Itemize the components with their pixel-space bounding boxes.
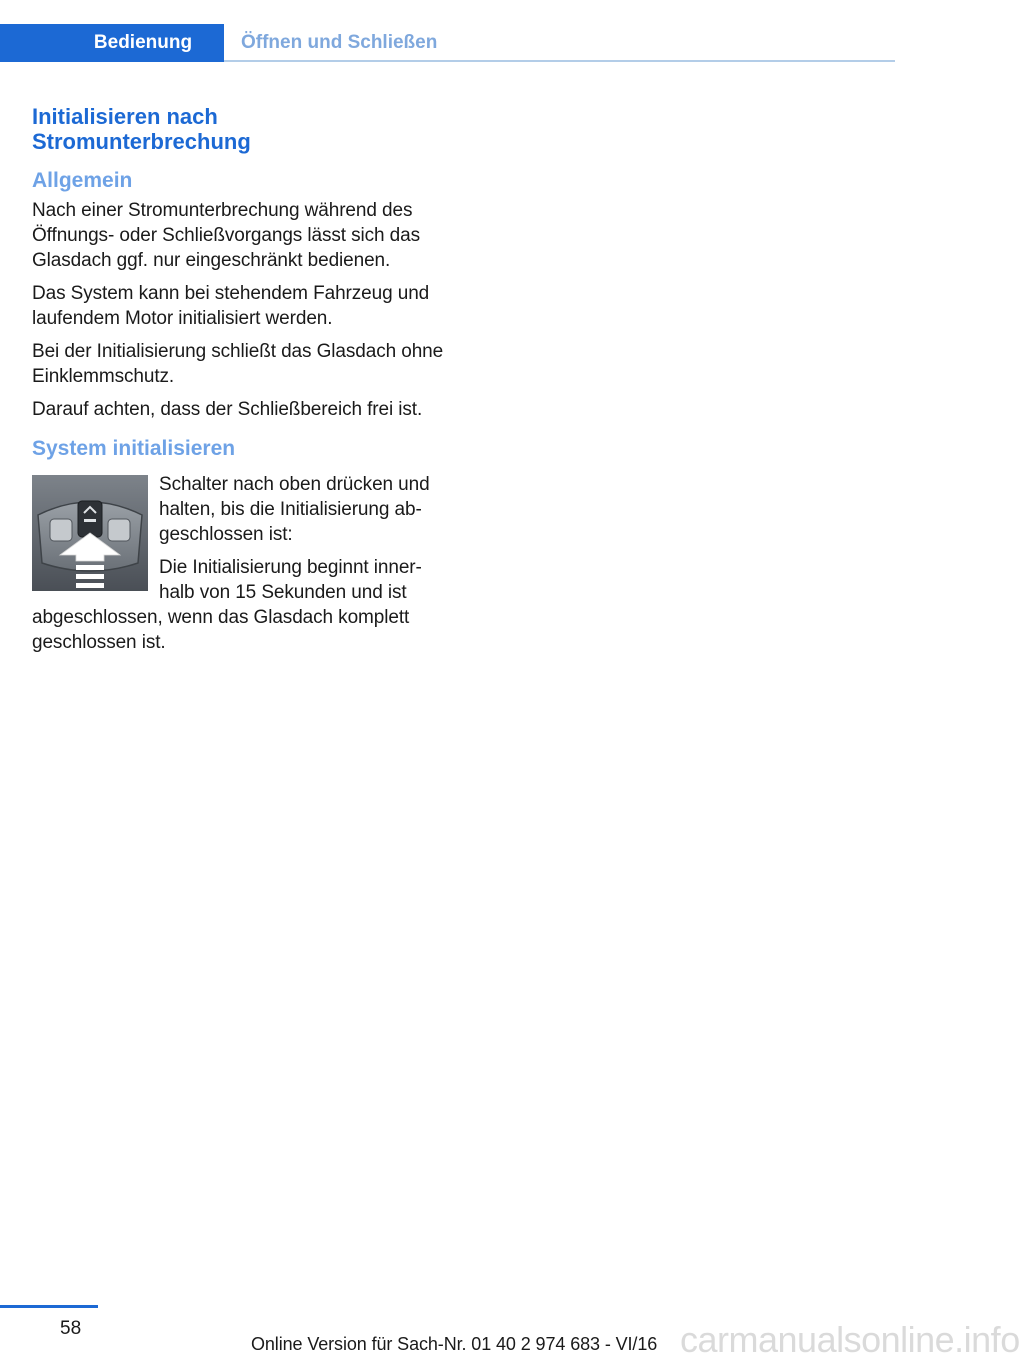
tab-bedienung[interactable]: Bedienung [0, 24, 224, 62]
page-header [0, 24, 895, 62]
paragraph: Bei der Initialisierung schließt das Glasdach ohne Einklemmschutz. [32, 341, 444, 387]
content-column [32, 104, 450, 663]
page-number: 58 [60, 1318, 82, 1339]
heading-system-initialisieren: System initialisieren [32, 437, 236, 460]
paragraph: Schalter nach oben drücken und halten, bis die Initialisierung abgeschlossen ist: [159, 474, 430, 545]
watermark: carmanualsonline.info [680, 1319, 1020, 1360]
paragraph: Nach einer Stromunterbrechung während des Öffnungs- oder Schließvorgangs lässt sich das Glasdach ggf. nur eingeschränkt bedienen. [32, 200, 421, 271]
section-title-line-2: Stromunterbrechung [32, 129, 251, 154]
footer-rule [0, 1305, 98, 1308]
paragraph: Darauf achten, dass der Schließbereich frei ist. [32, 399, 423, 420]
paragraph: Die Initialisierung beginnt innerhalb von 15 Sekunden und ist abgeschlossen, wenn das Glasdach komplett geschlossen ist. [32, 557, 422, 653]
figure-block [32, 472, 450, 663]
section-title-line-1: Initialisieren nach [32, 104, 218, 129]
roof-switch-press-up-icon [32, 475, 148, 591]
tab-oeffnen-und-schliessen[interactable]: Öffnen und Schließen [241, 32, 438, 53]
online-version-note: Online Version für Sach-Nr. 01 40 2 974 683 - VI/16 [251, 1334, 658, 1354]
heading-allgemein: Allgemein [32, 169, 133, 192]
paragraph: Das System kann bei stehendem Fahrzeug und laufendem Motor initialisiert werden. [32, 283, 430, 329]
section-title [32, 104, 450, 154]
